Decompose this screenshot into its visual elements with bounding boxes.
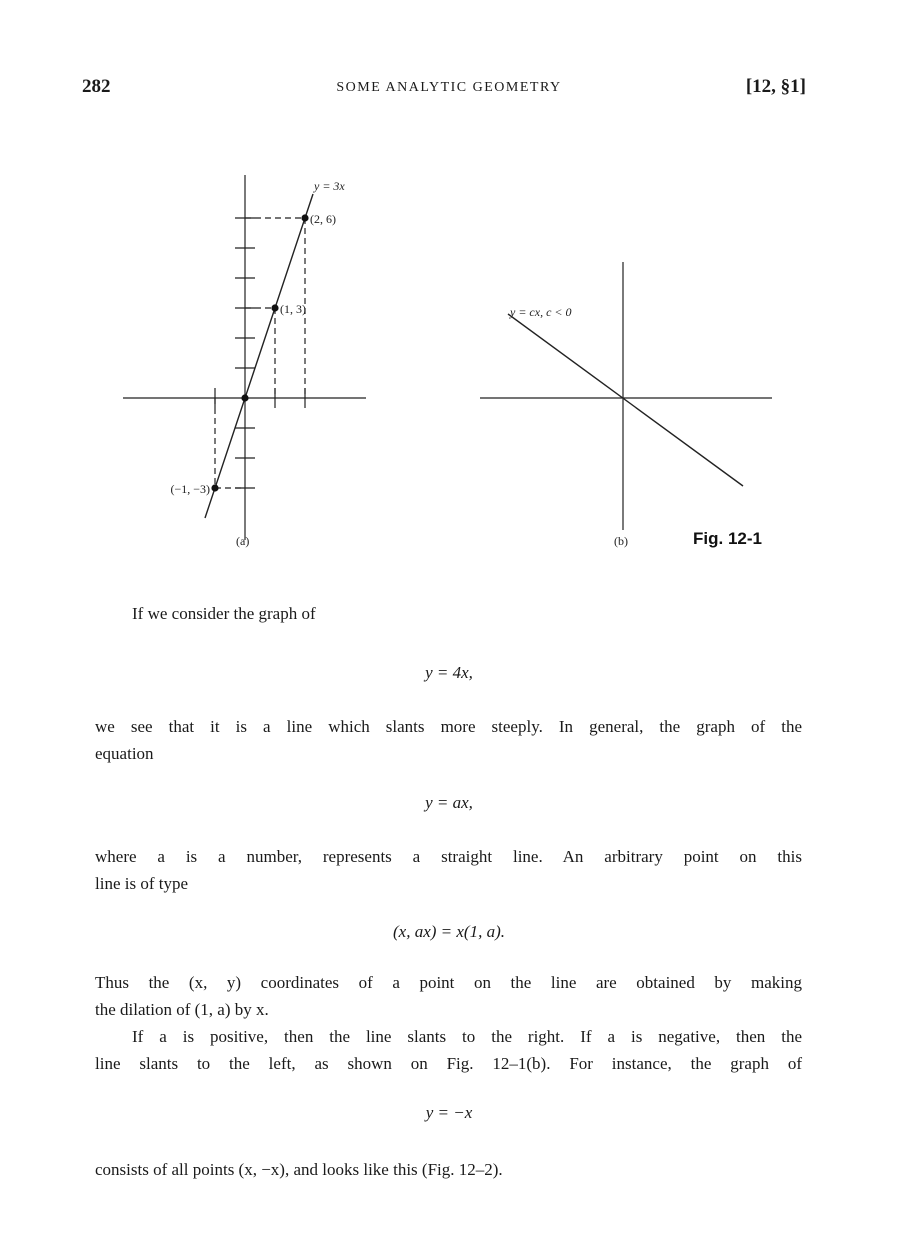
figure-b [480, 262, 772, 530]
paragraph-1: If we consider the graph of [132, 604, 316, 623]
point-label-neg1-neg3: (−1, −3) [170, 482, 210, 496]
paragraph-5-line-1: If a is positive, then the line slants to the right. If a is negative, then the [132, 1027, 802, 1046]
sublabel-b: (b) [614, 534, 628, 548]
paragraph-5-line-2: line slants to the left, as shown on Fig. 12–1(b). For instance, the graph of [95, 1054, 802, 1073]
equation-dilation: (x, ax) = x(1, a). [392, 922, 505, 941]
paragraph-4-line-2: the dilation of (1, a) by x. [95, 1000, 269, 1019]
point-1-3 [271, 304, 278, 311]
equation-y-neg-x: y = −x [425, 1103, 473, 1122]
point-origin-a [241, 394, 248, 401]
line-label-a: y = 3x [314, 179, 345, 193]
line-y-cx [508, 314, 743, 486]
equation-y-ax: y = ax, [425, 793, 473, 812]
line-y-3x [205, 194, 313, 518]
paragraph-2-line-2: equation [95, 744, 154, 763]
paragraph-2-line-1: we see that it is a line which slants more steeply. In general, the graph of the [95, 717, 802, 736]
point-label-1-3: (1, 3) [280, 302, 306, 316]
point-2-6 [301, 214, 308, 221]
sublabel-a: (a) [236, 534, 250, 548]
point-neg1-neg3 [211, 484, 218, 491]
figure-a [123, 175, 366, 540]
page-number: 282 [82, 76, 111, 97]
paragraph-3-line-2: line is of type [95, 874, 189, 893]
equation-y-4x: y = 4x, [425, 663, 473, 682]
line-label-b: y = cx, c < 0 [510, 305, 572, 319]
paragraph-4-line-1: Thus the (x, y) coordinates of a point on the line are obtained by making [95, 973, 802, 992]
figure-12-1 [0, 0, 898, 600]
point-label-2-6: (2, 6) [310, 212, 336, 226]
paragraph-3-line-1: where a is a number, represents a straight line. An arbitrary point on this [95, 847, 802, 866]
figure-caption: Fig. 12-1 [693, 529, 762, 548]
running-title: SOME ANALYTIC GEOMETRY [336, 80, 562, 95]
paragraph-6: consists of all points (x, −x), and looks like this (Fig. 12–2). [95, 1160, 503, 1179]
section-number: [12, §1] [745, 76, 806, 97]
